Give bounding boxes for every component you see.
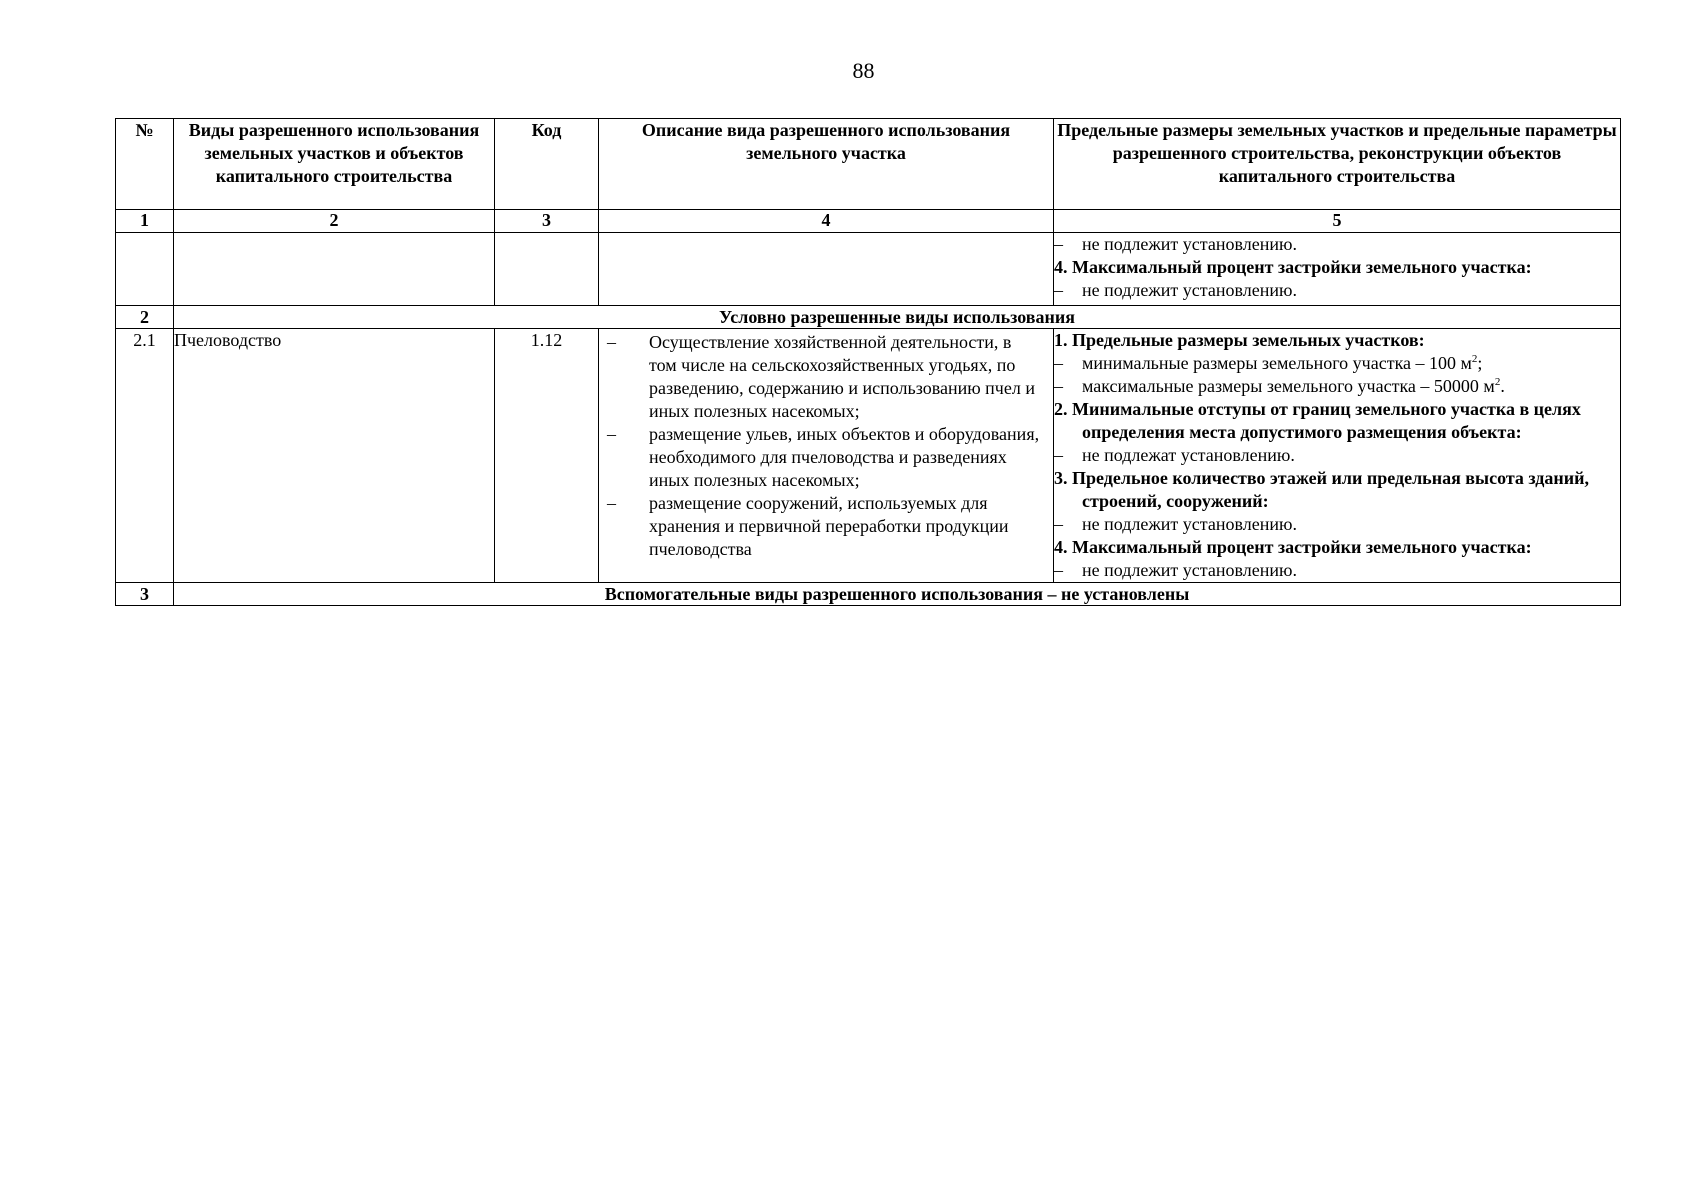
page-number: 88 (852, 58, 875, 83)
list-item: – не подлежит установлению. (1054, 280, 1297, 300)
section-num: 2 (116, 306, 174, 329)
column-number-row (116, 210, 1621, 233)
column-number: 2 (174, 210, 495, 233)
list-item: – максимальные размеры земельного участка – 50000 $м^2$. (1054, 376, 1505, 396)
limit-heading: 4. Максимальный процент застройки земельного участка: (1054, 257, 1532, 277)
section-row-auxiliary (116, 583, 1621, 606)
header-num: № (116, 119, 174, 210)
limit-heading: 4. Максимальный процент застройки земельного участка: (1054, 537, 1532, 557)
list-item: – не подлежат установлению. (1054, 445, 1295, 465)
land-use-table (115, 118, 1621, 606)
table-row (116, 329, 1621, 583)
list-item: – Осуществление хозяйственной деятельности, в том числе на сельскохозяйственных угодьях, по разведению, содержанию и использованию пчел и иных полезных насекомых; (607, 332, 1035, 421)
column-number: 1 (116, 210, 174, 233)
description-list (607, 331, 1043, 561)
list-item: – не подлежит установлению. (1054, 560, 1297, 580)
list-item: – минимальные размеры земельного участка – 100 $м^2$; (1054, 353, 1483, 373)
column-number: 4 (599, 210, 1054, 233)
row-code: 1.12 (495, 329, 599, 583)
row-type-name: Пчеловодство (174, 329, 495, 583)
header-row (116, 119, 1621, 210)
continuation-limits (1054, 233, 1621, 306)
section-num: 3 (116, 583, 174, 606)
section-title: Вспомогательные виды разрешенного использования – не установлены (174, 583, 1621, 606)
list-item: – размещение сооружений, используемых для хранения и первичной переработки продукции пчеловодства (607, 493, 1009, 559)
row-description (599, 329, 1054, 583)
header-type: Виды разрешенного использования земельных участков и объектов капитального строительства (174, 119, 495, 210)
list-item: – не подлежит установлению. (1054, 234, 1297, 254)
limit-heading: 2. Минимальные отступы от границ земельного участка в целях определения места допустимого размещения объекта: (1054, 399, 1581, 442)
column-number: 3 (495, 210, 599, 233)
row-num: 2.1 (116, 329, 174, 583)
list-item: – размещение ульев, иных объектов и оборудования, необходимого для пчеловодства и разведениях иных полезных насекомых; (607, 424, 1040, 490)
header-description: Описание вида разрешенного использования земельного участка (599, 119, 1054, 210)
limit-heading: 3. Предельное количество этажей или предельная высота зданий, строений, сооружений: (1054, 468, 1590, 511)
header-limits: Предельные размеры земельных участков и предельные параметры разрешенного строительства, реконструкции объектов капитального строительства (1054, 119, 1621, 210)
limit-heading: 1. Предельные размеры земельных участков: (1054, 330, 1425, 350)
column-number: 5 (1054, 210, 1621, 233)
continuation-row (116, 233, 1621, 306)
header-code: Код (495, 119, 599, 210)
list-item: – не подлежит установлению. (1054, 514, 1297, 534)
section-row-conditional (116, 306, 1621, 329)
section-title: Условно разрешенные виды использования (174, 306, 1621, 329)
row-limits (1054, 329, 1621, 583)
